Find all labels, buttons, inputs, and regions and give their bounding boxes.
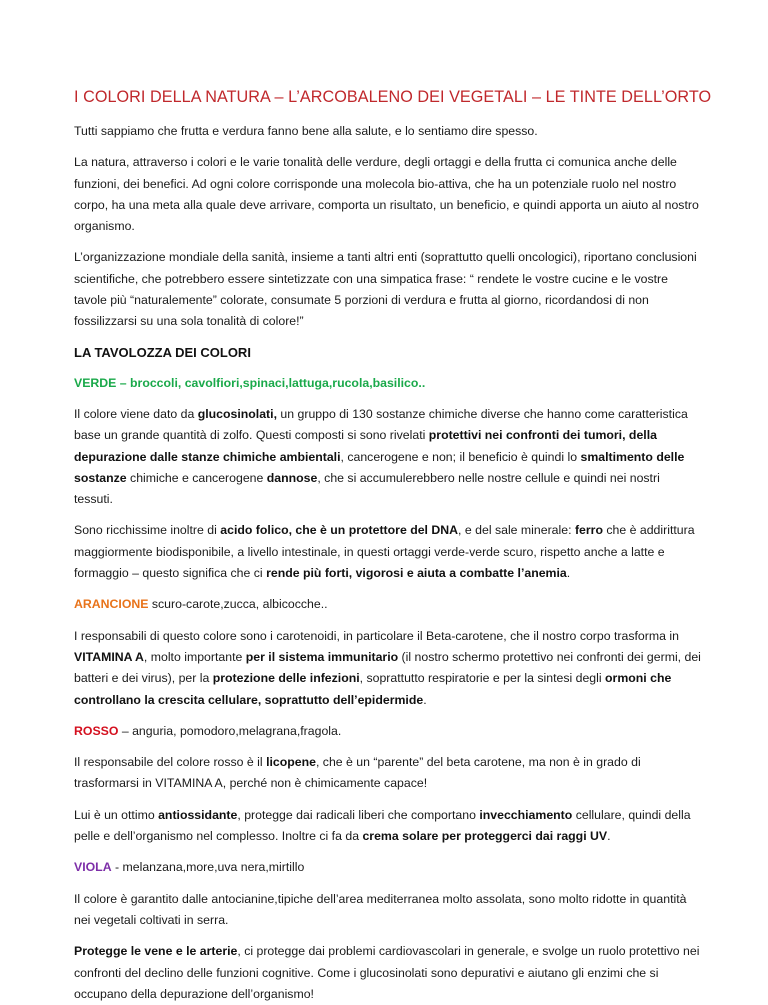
viola-paragraph-1: Il colore è garantito dalle antocianine,tipiche dell’area mediterranea molto assolata, sono molto ridotte in quantità nei vegetali coltivati in serra. [74, 891, 687, 927]
viola-paragraph-2: Protegge le vene e le arterie, ci protegge dai problemi cardiovascolari in generale, e svolge un ruolo protettivo nei confronti del declino delle funzioni cognitive. Come i glucosinolati sono depurativi e aiutano gli enzimi che si occupano della depurazione dell’organismo! [74, 944, 700, 1001]
viola-heading-rest: - melanzana,more,uva nera,mirtillo [111, 860, 305, 875]
verde-paragraph-2: Sono ricchissime inoltre di acido folico, che è un protettore del DNA, e del sale minerale: ferro che è addirittura maggiormente biodisponibile, a livello intestinale, in questi ortaggi verde-verde scuro, rispetto anche a latte e formaggio – questo significa che ci rende più forti, vigorosi e aiuta a combatte l’anemia. [74, 523, 695, 581]
verde-paragraph-1: Il colore viene dato da glucosinolati, un gruppo di 130 sostanze chimiche diverse che hanno come caratteristica base un grande quantità di zolfo. Questi composti si sono rivelati protettivi nei confronti dei tumori, della depurazione dalle stanze chimiche ambientali, cancerogene e non; il beneficio è quindi lo smaltimento delle sostanze chimiche e cancerogene dannose, che si accumulerebbero nelle nostre cellule e quindi nei nostri tessuti. [74, 406, 688, 507]
arancione-heading-rest: scuro-carote,zucca, albicocche.. [148, 597, 328, 612]
arancione-paragraph-1: I responsabili di questo colore sono i carotenoidi, in particolare il Beta-carotene, che il nostro corpo trasforma in VITAMINA A, molto importante per il sistema immunitario (il nostro schermo protettivo nei confronti dei germi, dei batteri e dei virus), per la protezione delle infezioni, soprattutto respiratorie e per la sintesi degli ormoni che controllano la crescita cellulare, soprattutto dell’epidermide. [74, 628, 701, 707]
rosso-paragraph-2: Lui è un ottimo antiossidante, protegge dai radicali liberi che comportano invecchiamento cellulare, quindi della pelle e dell’organismo nel complesso. Inoltre ci fa da crema solare per proteggerci dai raggi UV. [74, 807, 691, 844]
rosso-heading-rest: – anguria, pomodoro,melagrana,fragola. [118, 723, 342, 738]
intro-paragraph-1: Tutti sappiamo che frutta e verdura fanno bene alla salute, e lo sentiamo dire spesso. [74, 124, 538, 138]
viola-heading-color: VIOLA [74, 860, 112, 875]
intro-paragraph-2: La natura, attraverso i colori e le varie tonalità delle verdure, degli ortaggi e della frutta ci comunica anche delle funzioni, dei benefici. Ad ogni colore corrisponde una molecola bio-attiva, che ha un potenziale ruolo nel nostro corpo, ha una meta alla quale deve arrivare, comporta un risultato, un beneficio, e quindi apporta un aiuto al nostro organismo. [74, 155, 699, 234]
viola-heading [74, 857, 702, 878]
arancione-heading-color: ARANCIONE [74, 597, 149, 612]
intro-paragraph-3: L’organizzazione mondiale della sanità, insieme a tanti altri enti (soprattutto quelli oncologici), riportano conclusioni scientifiche, che potrebbero essere sintetizzate con una simpatica frase: “ rendete le vostre cucine e le vostre tavole più “naturalemente” colorate, consumate 5 porzioni di verdura e frutta al giorno, ricordandosi di non fossilizzarsi su una sola tonalità di colore!” [74, 250, 697, 329]
arancione-heading [74, 594, 702, 615]
verde-heading [74, 373, 702, 394]
rosso-heading-color: ROSSO [74, 723, 119, 738]
document-title: I COLORI DELLA NATURA – L’ARCOBALENO DEI VEGETALI – LE TINTE DELL’ORTO [74, 88, 712, 106]
section-title: LA TAVOLOZZA DEI COLORI [74, 344, 251, 360]
rosso-paragraph-1: Il responsabile del colore rosso è il licopene, che è un “parente” del beta carotene, ma non è in grado di trasformarsi in VITAMINA A, perché non è chimicamente capace! [74, 755, 641, 791]
verde-heading-text: VERDE – broccoli, cavolfiori,spinaci,lattuga,rucola,basilico.. [74, 375, 426, 390]
rosso-heading [74, 721, 702, 742]
